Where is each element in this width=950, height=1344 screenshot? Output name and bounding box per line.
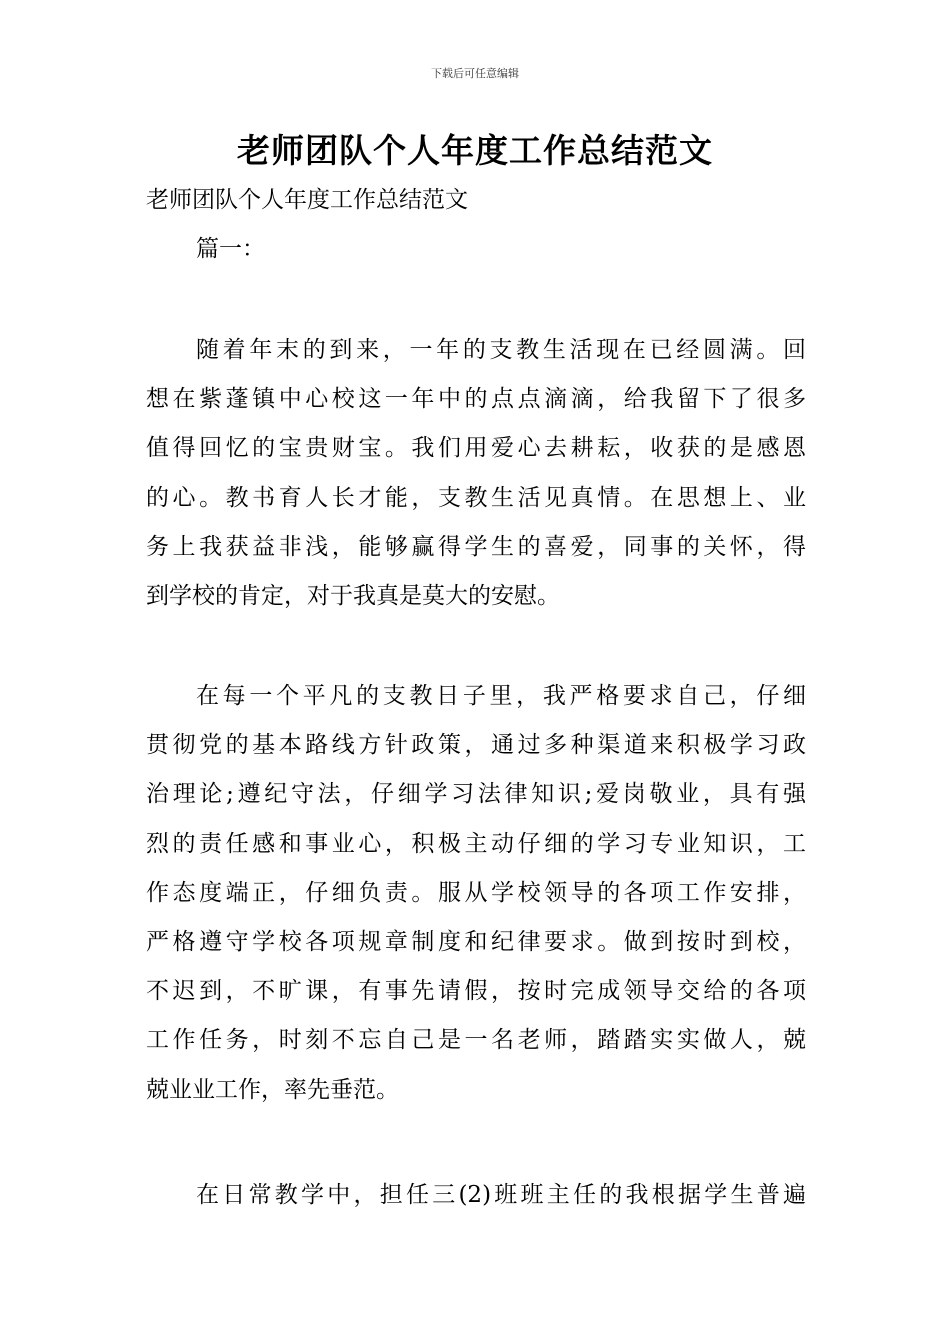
header-note: 下载后可任意编辑 <box>431 67 519 80</box>
paragraph-line: 贯彻党的基本路线方针政策，通过多种渠道来积极学习政 <box>146 732 806 759</box>
section-label: 篇一： <box>196 236 265 262</box>
paragraph-1 <box>146 326 806 621</box>
paragraph-line: 想在紫蓬镇中心校这一年中的点点滴滴，给我留下了很多 <box>146 386 806 413</box>
paragraph-line: 工作任务，时刻不忘自己是一名老师，踏踏实实做人，兢 <box>146 1027 806 1054</box>
document-subtitle: 老师团队个人年度工作总结范文 <box>146 187 468 213</box>
paragraph-line: 严格遵守学校各项规章制度和纪律要求。做到按时到校， <box>146 928 806 955</box>
paragraph-line: 兢业业工作，率先垂范。 <box>146 1076 399 1103</box>
paragraph-3 <box>146 1171 806 1220</box>
paragraph-line: 烈的责任感和事业心，积极主动仔细的学习专业知识，工 <box>146 830 806 857</box>
paragraph-line: 务上我获益非浅，能够赢得学生的喜爱，同事的关怀，得 <box>146 533 806 560</box>
paragraph-line: 作态度端正，仔细负责。服从学校领导的各项工作安排， <box>146 879 806 906</box>
paragraph-2 <box>146 672 806 1115</box>
document-title: 老师团队个人年度工作总结范文 <box>237 131 713 170</box>
paragraph-line: 不迟到，不旷课，有事先请假，按时完成领导交给的各项 <box>146 978 806 1005</box>
paragraph-line: 随着年末的到来，一年的支教生活现在已经圆满。回 <box>196 337 806 363</box>
paragraph-line: 到学校的肯定，对于我真是莫大的安慰。 <box>146 582 560 609</box>
paragraph-line: 的心。教书育人长才能，支教生活见真情。在思想上、业 <box>146 484 806 511</box>
paragraph-line: 在日常教学中，担任三(2)班班主任的我根据学生普遍 <box>196 1182 806 1208</box>
paragraph-line: 值得回忆的宝贵财宝。我们用爱心去耕耘，收获的是感恩 <box>146 435 806 462</box>
paragraph-line: 治理论;遵纪守法，仔细学习法律知识;爱岗敬业，具有强 <box>146 781 806 808</box>
paragraph-line: 在每一个平凡的支教日子里，我严格要求自己，仔细 <box>196 683 806 709</box>
